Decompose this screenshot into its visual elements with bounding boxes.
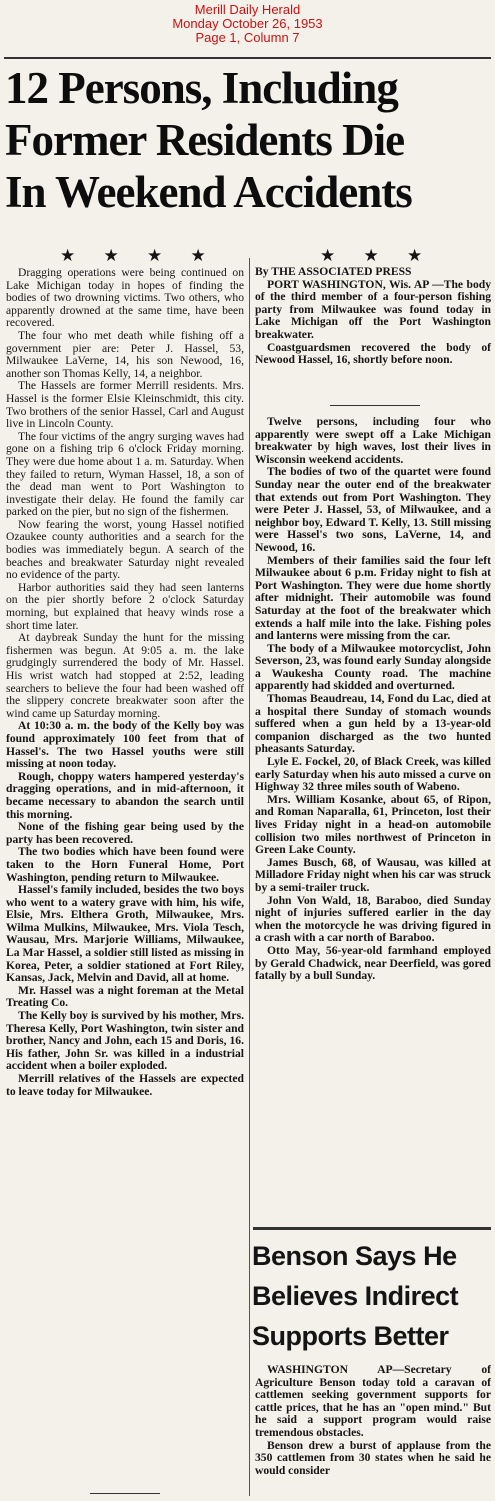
sub-headline-line-3: Supports Better xyxy=(252,1321,449,1351)
left-paragraph: Dragging operations were being continued on Lake Michigan today in hopes of finding the bodies of two drowning victims. Two others, who apparently drowned at the same time, have been recovered. xyxy=(6,266,244,330)
headline-line-2: Former Residents Die xyxy=(5,115,405,165)
subhead-rule xyxy=(253,1227,491,1230)
bottom-paragraph: Benson drew a burst of applause from the 350 cattlemen from 30 states when he said he would consider xyxy=(255,1438,491,1477)
left-paragraph: Merrill relatives of the Hassels are expected to leave today for Milwaukee. xyxy=(6,1072,244,1098)
sub-headline-line-2: Believes Indirect xyxy=(252,1281,459,1311)
bottom-paragraph: WASHINGTON AP—Secretary of Agriculture Benson today told a caravan of cattlemen seeking government supports for cattle prices, that he has an "open mind." But he said a support program would raise tremendous obstacles. xyxy=(255,1364,491,1439)
left-paragraph: Rough, choppy waters hampered yesterday's dragging operations, and in mid-afternoon, it became necessary to abandon the search until this morning. xyxy=(6,769,244,821)
right-paragraph: Twelve persons, including four who apparently were swept off a Lake Michigan breakwater by high waves, lost their lives in Wisconsin weekend accidents. xyxy=(255,415,491,466)
right-paragraph: The bodies of two of the quartet were found Sunday near the outer end of the breakwater that extends out from Port Washington. They were Peter J. Hassel, 53, of Milwaukee, and a neighbor boy, Edward T. Kelly, 13. Still missing were Hassel's two sons, LaVerne, 14, and Newood, 16. xyxy=(255,465,491,554)
left-paragraph: None of the fishing gear being used by the party has been recovered. xyxy=(6,820,244,846)
sub-headline xyxy=(252,1236,492,1356)
right-paragraph: Mrs. William Kosanke, about 65, of Ripon, and Roman Naparalla, 61, Princeton, lost their lives Friday night in a head-on automobile collision two miles northwest of Princeton in Green Lake County. xyxy=(255,792,491,857)
left-paragraph: The four victims of the angry surging waves had gone on a fishing trip 6 o'clock Friday morning. They were due home about 1 a. m. Saturday. When they failed to return, Wyman Hassel, 18, a son of the dead man went to Port Washington to investigate their delay. He found the family car parked on the pier, but no sign of the fishermen. xyxy=(6,429,244,519)
right-paragraph: Thomas Beaudreau, 14, Fond du Lac, died at a hospital there Sunday of stomach wounds suffered when a gun held by a 13-year-old companion discharged as the two hunted pheasants Saturday. xyxy=(255,692,491,756)
stars-left: ★ ★ ★ ★ xyxy=(60,246,218,265)
left-paragraph: The four who met death while fishing off a government pier are: Peter J. Hassel, 53, Milwaukee LaVerne, 14, his son Newood, 16, another son Thomas Kelly, 14, a neighbor. xyxy=(6,328,244,380)
right-paragraph: John Von Wald, 18, Baraboo, died Sunday night of injuries suffered earlier in the day when the motorcycle he was driving figured in a crash with a car north of Baraboo. xyxy=(255,893,491,945)
sub-headline-line-1: Benson Says He xyxy=(252,1241,457,1271)
left-paragraph: The Hassels are former Merrill residents. Mrs. Hassel is the former Elsie Kleinschmidt, this city. Two brothers of the senior Hassel, Carl and August live in Lincoln County. xyxy=(6,379,244,431)
source-date: Monday October 26, 1953 xyxy=(172,16,323,31)
source-caption xyxy=(0,3,495,45)
right-column-bottom xyxy=(255,1364,491,1498)
left-paragraph: Harbor authorities said they had seen lanterns on the pier shortly before 2 o'clock Saturday morning, but explained that heavy winds rose a short time later. xyxy=(6,580,244,632)
column-divider xyxy=(249,258,250,1496)
left-paragraph: The two bodies which have been found were taken to the Horn Funeral Home, Port Washington, pending return to Milwaukee. xyxy=(6,845,244,884)
headline-line-1: 12 Persons, Including xyxy=(5,63,398,113)
bulletin-rule xyxy=(330,405,420,406)
left-paragraph: At daybreak Sunday the hunt for the missing fishermen was begun. At 9:05 a. m. the lake grudgingly surrendered the body of Mr. Hassel. His wrist watch had stopped at 2:52, leading searchers to believe the four had been washed off the slippery concrete breakwater soon after the wind came up Saturday morning. xyxy=(6,631,244,720)
bottom-rule xyxy=(90,1493,160,1494)
left-paragraph: Hassel's family included, besides the two boys who went to a watery grave with him, his wife, Elsie, Mrs. Elthera Groth, Milwaukee, Mrs. Wilma Mulkins, Milwaukee, Mrs. Viola Tesch, Wausau, Mrs. Marjorie Williams, Milwaukee, La Mar Hassel, a soldier still listed as missing in Korea, Peter, a soldier stationed at Fort Riley, Kansas, Jack, Melvin and David, all at home. xyxy=(6,883,244,985)
left-paragraph: At 10:30 a. m. the body of the Kelly boy was found approximately 100 feet from that of Hassel's. The two Hassel youths were still missing at noon today. xyxy=(6,719,244,771)
left-paragraph: Now fearing the worst, young Hassel notified Ozaukee county authorities and a search for the bodies was immediately begun. A search of the beaches and breakwater Saturday night revealed no evidence of the party. xyxy=(6,517,244,582)
right-column-main xyxy=(255,416,491,983)
headline-line-3: In Weekend Accidents xyxy=(5,167,412,217)
left-paragraph: The Kelly boy is survived by his mother, Mrs. Theresa Kelly, Port Washington, twin sister and brother, Nancy and John, each 15 and Doris, 16. His father, John Sr. was killed in a industrial accident when a boiler exploded. xyxy=(6,1009,244,1073)
source-location: Page 1, Column 7 xyxy=(195,30,300,45)
left-paragraph: Mr. Hassel was a night foreman at the Metal Treating Co. xyxy=(6,983,244,1010)
right-paragraph: The body of a Milwaukee motorcyclist, John Severson, 23, was found early Sunday alongside a Waukesha County road. The machine apparently had skidded and overturned. xyxy=(255,641,491,693)
bulletin-paragraph: Coastguardsmen recovered the body of Newood Hassel, 16, shortly before noon. xyxy=(255,340,491,367)
stars-right: ★ ★ ★ xyxy=(320,246,435,265)
right-paragraph: Otto May, 56-year-old farmhand employed by Gerald Chadwick, near Deerfield, was gored fatally by a bull Sunday. xyxy=(255,943,491,983)
bulletin-paragraph: PORT WASHINGTON, Wis. AP —The body of the third member of a four-person fishing party from Milwaukee was found today in Lake Michigan off the Port Washington breakwater. xyxy=(255,277,491,341)
byline: By THE ASSOCIATED PRESS xyxy=(255,265,412,278)
source-paper: Merill Daily Herald xyxy=(194,2,301,17)
right-paragraph: Lyle E. Fockel, 20, of Black Creek, was killed early Saturday when his auto missed a curve on Highway 32 three miles south of Wabeno. xyxy=(255,755,491,794)
left-column xyxy=(6,267,244,1098)
right-paragraph: Members of their families said the four left Milwaukee about 6 p.m. Friday night to fish at Port Washington. They were due home shortly after midnight. Their automobile was found Saturday at the foot of the breakwater which extends a half mile into the lake. Fishing poles and lanterns were missing from the car. xyxy=(255,553,491,643)
right-paragraph: James Busch, 68, of Wausau, was killed at Milladore Friday night when his car was struck by a semi-trailer truck. xyxy=(255,855,491,894)
headline xyxy=(5,62,490,218)
top-rule xyxy=(4,57,491,59)
right-column-bulletin xyxy=(255,266,491,367)
